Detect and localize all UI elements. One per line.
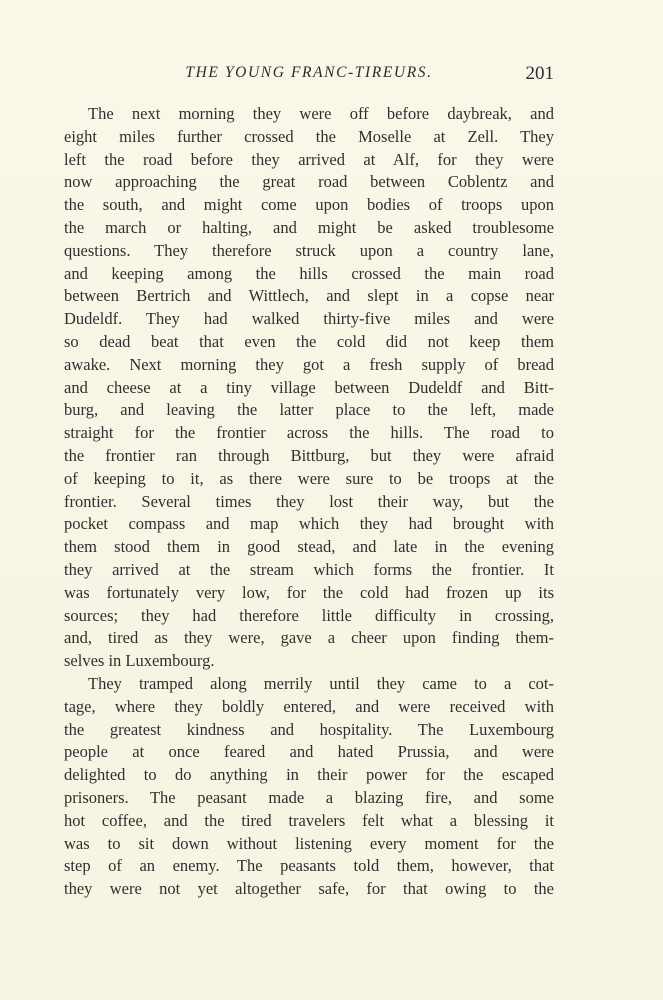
text-line: eight miles further crossed the Moselle at Zell. They [64,126,554,146]
body-text [64,103,554,901]
text-line: left the road before they arrived at Alf, for they were [64,149,554,169]
text-line: awake. Next morning they got a fresh supply of bread [64,354,554,374]
text-line: questions. They therefore struck upon a country lane, [64,240,554,260]
text-line: prisoners. The peasant made a blazing fire, and some [64,787,554,807]
text-line: delighted to do anything in their power for the escaped [64,765,554,785]
text-line: of keeping to it, as there were sure to be troops at the [64,468,554,488]
text-line: the frontier ran through Bittburg, but they were afraid [64,445,554,465]
text-line: they arrived at the stream which forms the frontier. It [64,559,554,579]
text-line: They tramped along merrily until they came to a cot- [88,673,554,693]
paragraph-2 [64,673,554,901]
text-line: between Bertrich and Wittlech, and slept in a copse near [64,286,554,306]
text-line: was to sit down without listening every moment for the [64,833,554,853]
text-line: and keeping among the hills crossed the main road [64,263,554,283]
text-line: Dudeldf. They had walked thirty-five miles and were [64,309,554,329]
text-line: was fortunately very low, for the cold had frozen up its [64,582,554,602]
text-line: pocket compass and map which they had brought with [64,514,554,534]
text-line: The next morning they were off before daybreak, and [88,104,554,123]
text-line: selves in Luxembourg. [64,651,215,671]
text-line: frontier. Several times they lost their way, but the [64,491,554,511]
text-line: now approaching the great road between Coblentz and [64,172,554,192]
text-line: hot coffee, and the tired travelers felt what a blessing it [64,810,554,830]
text-line: sources; they had therefore little difficulty in crossing, [64,605,554,625]
text-line: them stood them in good stead, and late in the evening [64,537,554,557]
page-number: 201 [525,63,554,84]
text-line: and, tired as they were, gave a cheer upon finding them- [64,628,554,648]
text-line: and cheese at a tiny village between Dudeldf and Bitt- [64,377,554,397]
text-line: they were not yet altogether safe, for that owing to the [64,879,554,899]
text-line: the south, and might come upon bodies of troops upon [64,195,554,215]
text-line: people at once feared and hated Prussia, and were [64,742,554,762]
paragraph-1 [64,103,554,673]
text-line: the greatest kindness and hospitality. The Luxembourg [64,719,554,739]
text-line: step of an enemy. The peasants told them, however, that [64,856,554,876]
text-line: burg, and leaving the latter place to the left, made [64,400,554,420]
text-line: tage, where they boldly entered, and were received with [64,696,554,716]
text-line: straight for the frontier across the hills. The road to [64,423,554,443]
text-line: the march or halting, and might be asked troublesome [64,217,554,237]
text-line: so dead beat that even the cold did not keep them [64,331,554,351]
running-head [64,64,554,88]
running-title: THE YOUNG FRANC-TIREURS. [185,64,433,81]
